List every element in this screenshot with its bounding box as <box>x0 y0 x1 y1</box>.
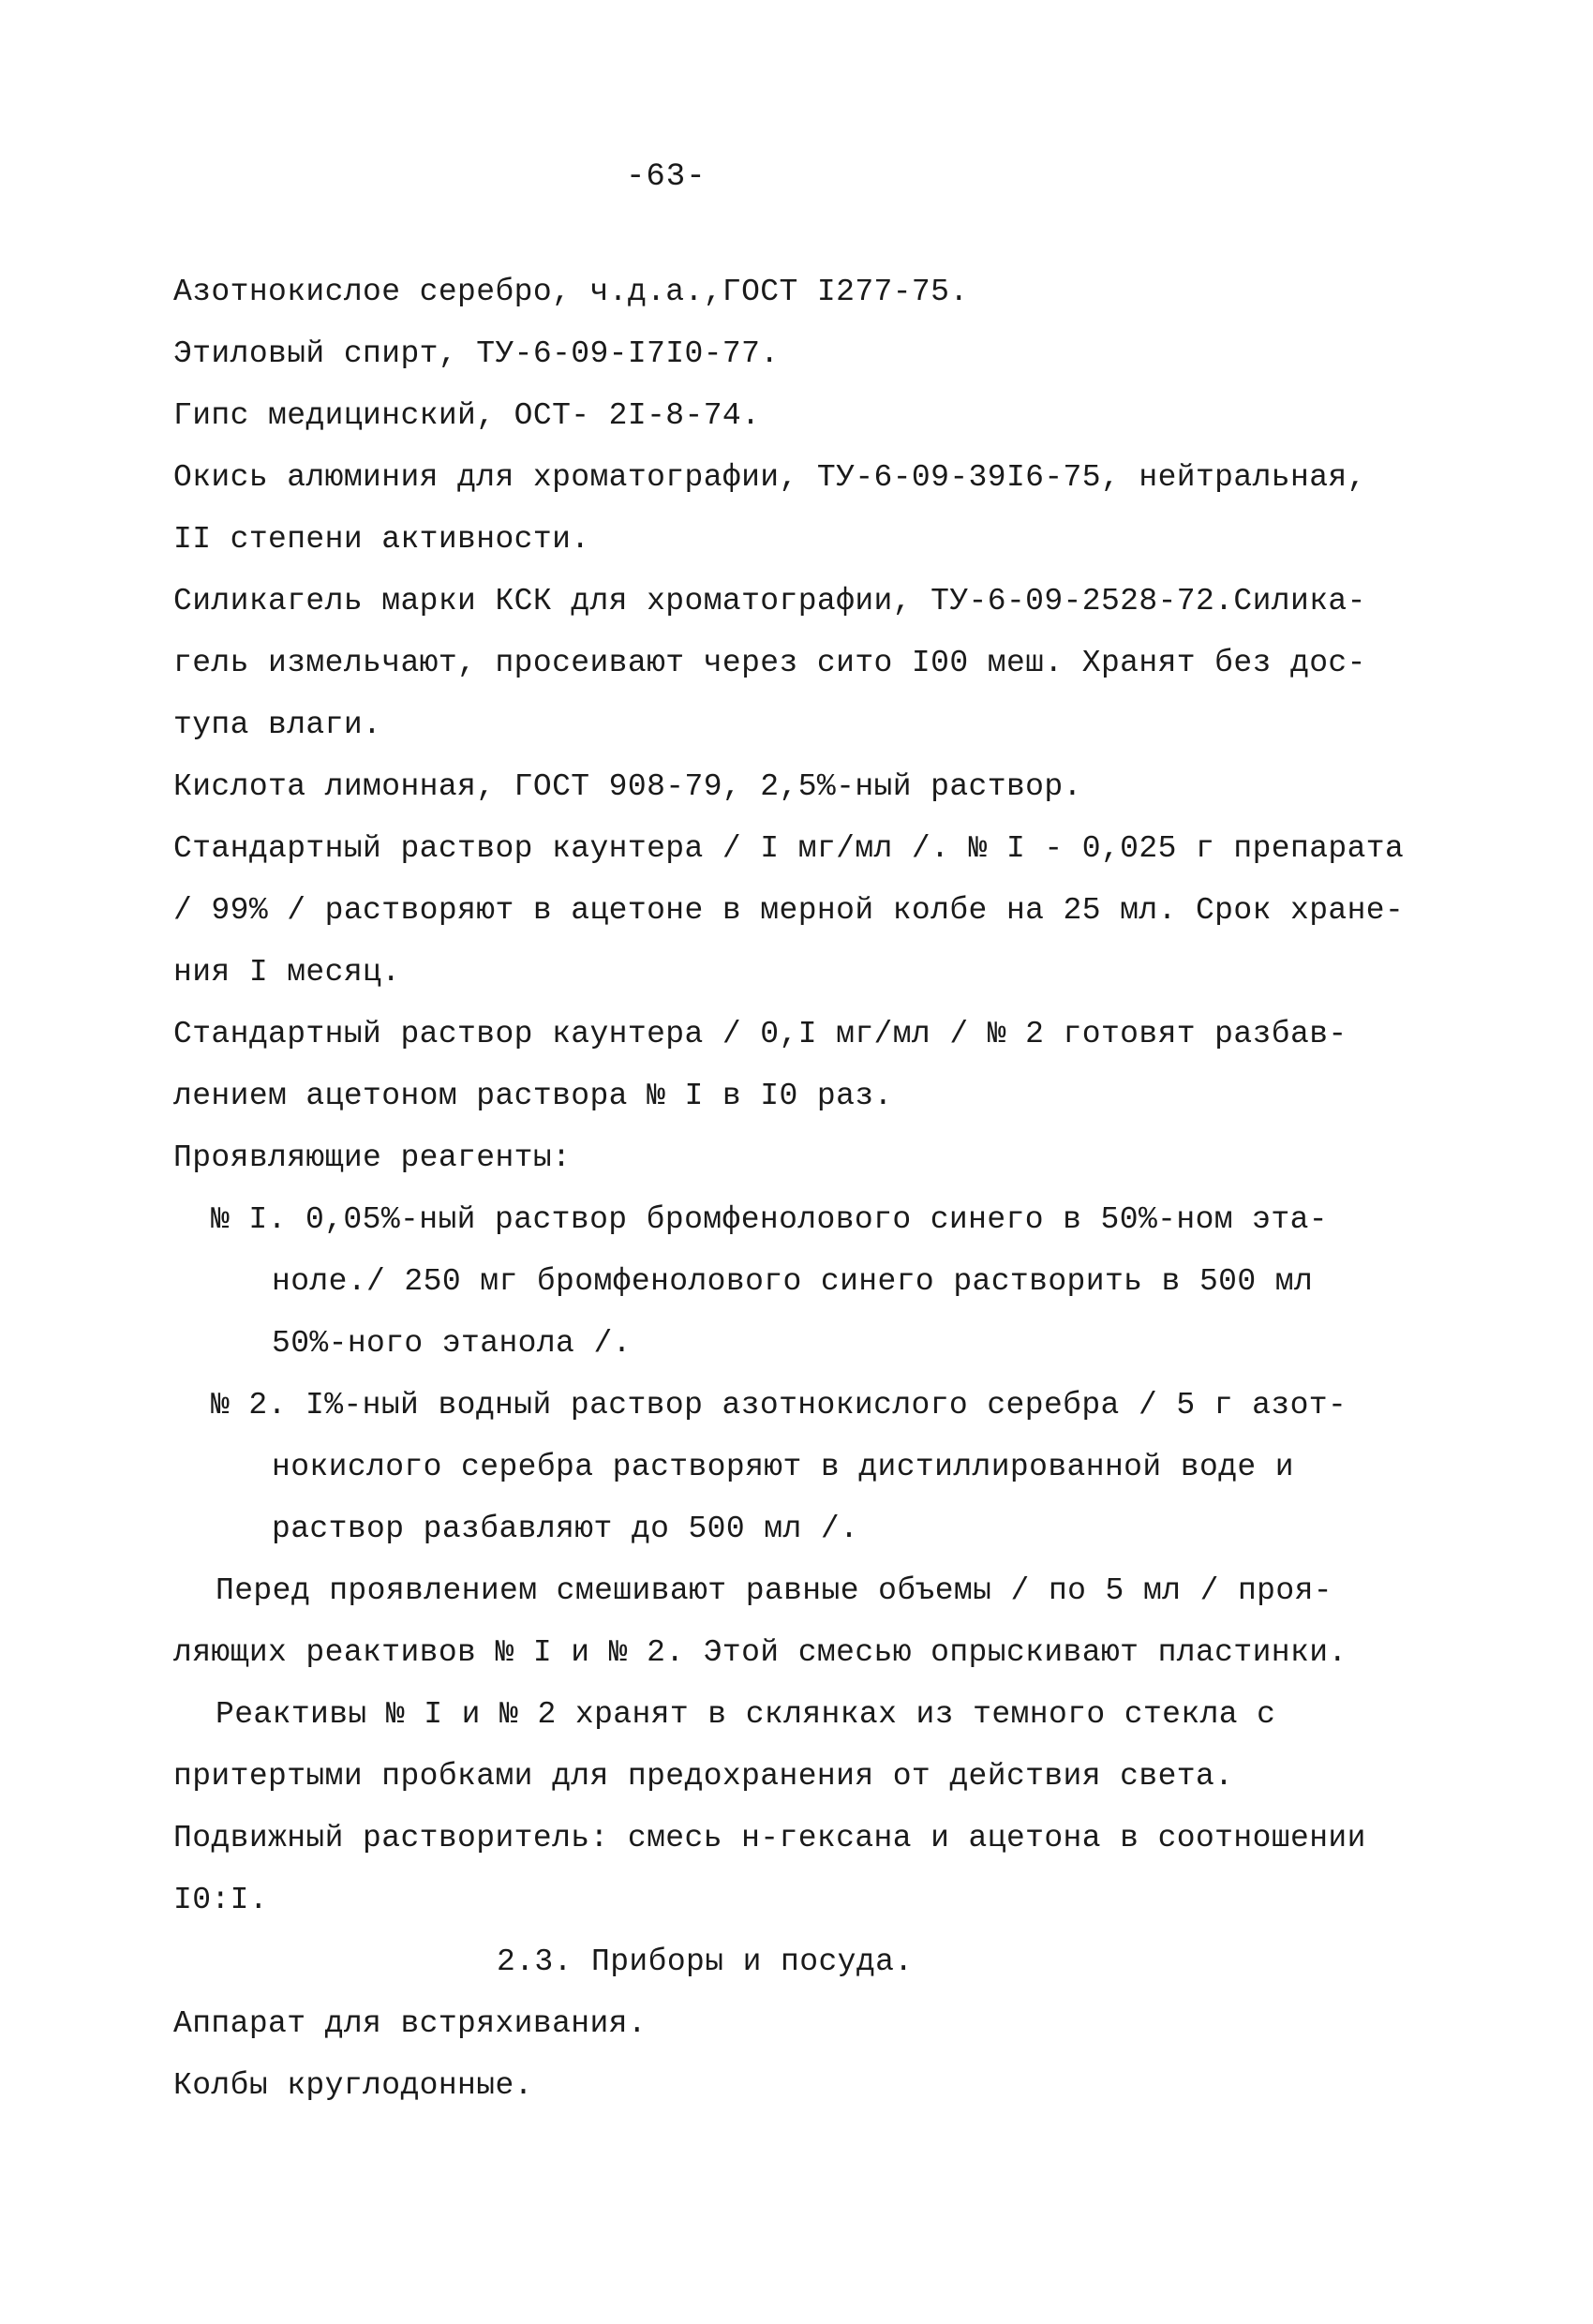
text-line: раствор разбавляют до 500 мл /. <box>272 1512 859 1546</box>
text-line: Азотнокислое серебро, ч.д.а.,ГОСТ I277-75. <box>173 275 969 309</box>
text-line: 50%-ного этанола /. <box>272 1326 632 1361</box>
text-line: I0:I. <box>173 1883 269 1917</box>
text-line: гель измельчают, просеивают через сито I00 меш. Хранят без дос- <box>173 646 1366 680</box>
text-line: Колбы круглодонные. <box>173 2068 533 2103</box>
text-line: Проявляющие реагенты: <box>173 1140 572 1175</box>
list-item-reagent-1: № I. 0,05%-ный раствор бромфенолового синего в 50%-ном эта- <box>211 1202 1328 1237</box>
text-line: Аппарат для встряхивания. <box>173 2006 648 2041</box>
text-line: II степени активности. <box>173 522 590 557</box>
section-heading: 2.3. Приборы и посуда. <box>497 1944 914 1979</box>
text-line: ляющих реактивов № I и № 2. Этой смесью опрыскивают пластинки. <box>173 1635 1347 1670</box>
text-line: лением ацетоном раствора № I в I0 раз. <box>173 1079 893 1113</box>
text-line: Перед проявлением смешивают равные объемы / по 5 мл / проя- <box>216 1573 1332 1608</box>
text-line: Реактивы № I и № 2 хранят в склянках из темного стекла с <box>216 1697 1276 1732</box>
text-line: Стандартный раствор каунтера / I мг/мл /. № I - 0,025 г препарата <box>173 831 1405 866</box>
page-number: -63- <box>626 159 707 195</box>
text-line: тупа влаги. <box>173 708 382 742</box>
text-line: Силикагель марки КСК для хроматографии, ТУ-6-09-2528-72.Силика- <box>173 584 1366 618</box>
text-line: Стандартный раствор каунтера / 0,I мг/мл / № 2 готовят разбав- <box>173 1017 1347 1051</box>
text-line: Гипс медицинский, ОСТ- 2I-8-74. <box>173 398 761 433</box>
text-line: Кислота лимонная, ГОСТ 908-79, 2,5%-ный раствор. <box>173 769 1082 804</box>
text-line: нолe./ 250 мг бромфенолового синего растворить в 500 мл <box>272 1264 1314 1299</box>
text-line: притертыми пробками для предохранения от действия света. <box>173 1759 1234 1794</box>
text-line: Подвижный растворитель: смесь н-гексана и ацетона в соотношении <box>173 1821 1366 1855</box>
text-line: / 99% / растворяют в ацетоне в мерной колбе на 25 мл. Срок хране- <box>173 893 1405 928</box>
text-line: Этиловый спирт, ТУ-6-09-I7I0-77. <box>173 336 780 371</box>
text-line: Окись алюминия для хроматографии, ТУ-6-09-39I6-75, нейтральная, <box>173 460 1366 495</box>
text-line: нокислого серебра растворяют в дистиллированной воде и <box>272 1450 1294 1484</box>
list-item-reagent-2: № 2. I%-ный водный раствор азотнокислого серебра / 5 г азот- <box>211 1388 1347 1423</box>
text-line: ния I месяц. <box>173 955 401 990</box>
